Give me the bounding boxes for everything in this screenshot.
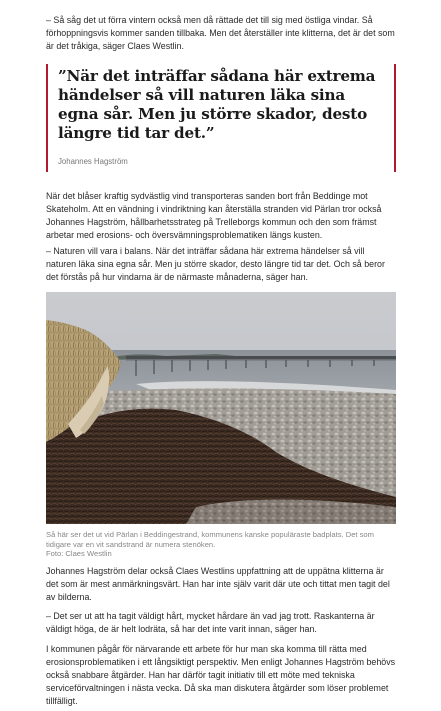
pull-quote [46, 64, 396, 172]
beach-erosion-photo [46, 292, 396, 524]
paragraph-dunes: Johannes Hagström delar också Claes Westlins uppfattning att de uppätna klitterna är det som är mest anmärkningsvärt. Han har inte själv varit där ute och tittat men tagit del av bilderna. [46, 566, 390, 602]
photo-credit: Foto: Claes Westlin [46, 549, 112, 559]
beach-erosion-image [46, 292, 396, 524]
paragraph-westlin-quote: – Så såg det ut förra vintern också men då rättade det till sig med östliga vindar. Så förhoppningsvis kommer sanden tillbaka. Men det återställer inte klitterna, det är det som är det tråkiga, säger Claes Westlin. [46, 15, 395, 51]
photo-caption [46, 530, 396, 559]
paragraph-municipality: I kommunen pågår för närvarande ett arbete för hur man ska komma till rätta med erosionsproblematiken i ett långsiktigt perspektiv. Men enligt Johannes Hagström behövs också snabbare åtgärder. Han har därför tagit initiativ till ett möte med tekniska serviceförvaltningen i nästa vecka. Då ska man diskutera åtgärder som löser problemet tillfälligt. [46, 644, 396, 706]
pull-quote-text: ”När det inträffar sådana här extrema händelser så vill naturen läka sina egna sår. Men ju större skador, desto längre tid tar det.” [58, 67, 376, 142]
paragraph-wind-transport: När det blåser kraftig sydvästlig vind transporteras sanden bort från Beddinge mot Skateholm. Att en vändning i vindriktning kan återställa stranden vid Pärlan tror också Johannes Hagström, hållbarhetsstrateg på Trelleborgs kommun och den som främst arbetar med erosions- och översvämningsproblematiken längs kusten. [46, 191, 382, 240]
paragraph-raskanter: – Det ser ut att ha tagit väldigt hårt, mycket hårdare än vad jag trott. Raskanterna är väldigt höga, de är helt lodräta, så har det inte varit innan, säger han. [46, 611, 375, 634]
photo-caption-text: Så här ser det ut vid Pärlan i Beddingestrand, kommunens kanske populäraste badplats. Det som tidigare var en vit sandstrand är numera stenöken. [46, 530, 374, 549]
paragraph-nature-balance: – Naturen vill vara i balans. När det inträffar sådana här extrema händelser så vill naturen läka sina egna sår. Men ju större skador, desto längre tid tar det. Och så beror det förstås på hur vindarna är de närmaste månaderna, säger han. [46, 246, 385, 282]
pull-quote-author: Johannes Hagström [58, 157, 128, 166]
